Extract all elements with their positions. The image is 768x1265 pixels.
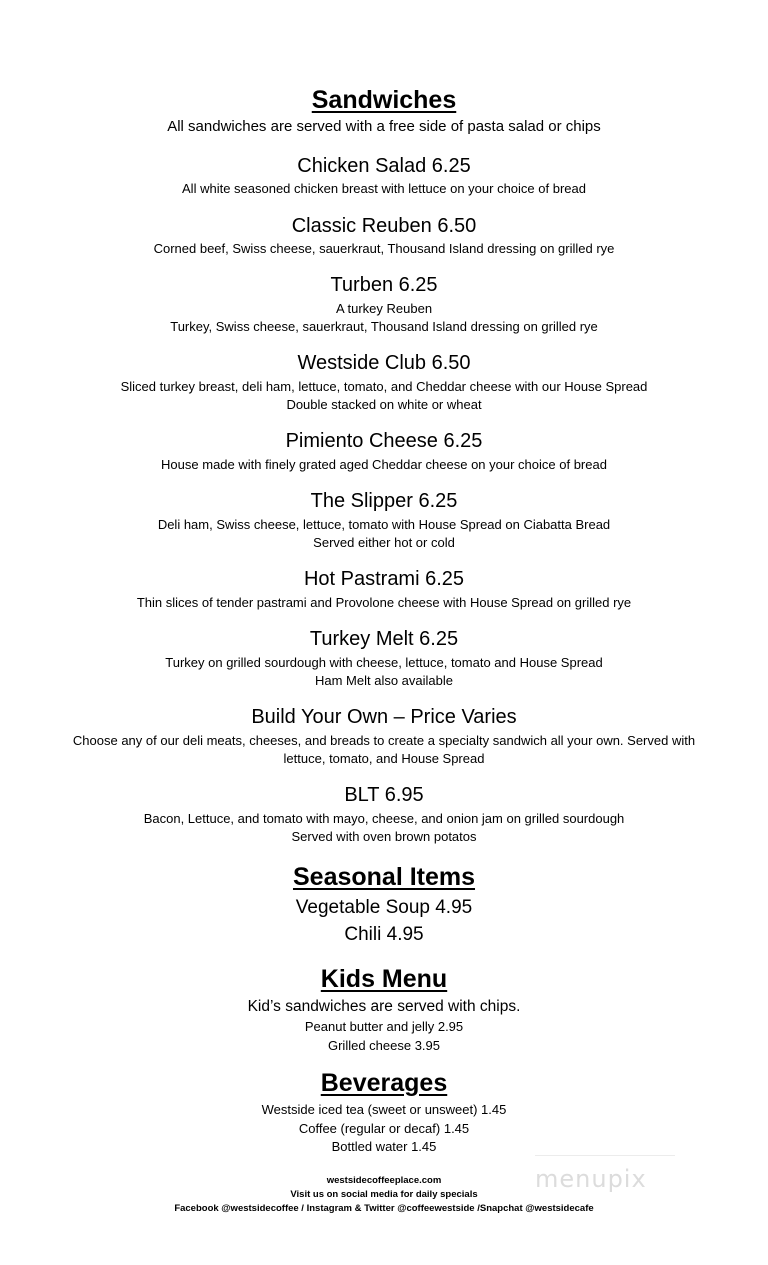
menu-item-description: All white seasoned chicken breast with lettuce on your choice of bread	[182, 181, 586, 196]
watermark-logo: menupix	[535, 1165, 647, 1193]
beverage-item: Westside iced tea (sweet or unsweet) 1.45	[261, 1102, 507, 1117]
menu-item-description: Ham Melt also available	[314, 673, 453, 688]
menu-item-name: BLT 6.95	[344, 784, 424, 806]
menu-item-name: Classic Reuben 6.50	[291, 215, 477, 237]
beverage-item: Coffee (regular or decaf) 1.45	[298, 1121, 470, 1136]
menu-item-description: A turkey Reuben	[335, 301, 433, 316]
kids-heading: Kids Menu	[320, 965, 448, 993]
sandwiches-subtitle: All sandwiches are served with a free side of pasta salad or chips	[167, 118, 601, 135]
menu-item-name: The Slipper 6.25	[310, 490, 458, 512]
menu-item-description: Sliced turkey breast, deli ham, lettuce, tomato, and Cheddar cheese with our House Spread	[120, 379, 648, 394]
menu-item-description: Corned beef, Swiss cheese, sauerkraut, Thousand Island dressing on grilled rye	[153, 241, 615, 256]
menu-item-name: Build Your Own – Price Varies	[251, 706, 517, 728]
sandwiches-heading: Sandwiches	[311, 86, 457, 114]
menu-item-name: Turkey Melt 6.25	[309, 628, 459, 650]
footer-social-handles: Facebook @westsidecoffee / Instagram & Twitter @coffeewestside /Snapchat @westsidecafe	[174, 1203, 594, 1214]
footer-social-note: Visit us on social media for daily specials	[290, 1189, 478, 1200]
kids-item: Peanut butter and jelly 2.95	[304, 1019, 464, 1034]
menu-item-description: Turkey, Swiss cheese, sauerkraut, Thousand Island dressing on grilled rye	[170, 319, 598, 334]
menu-item-description: Choose any of our deli meats, cheeses, and breads to create a specialty sandwich all your own. Served with	[72, 733, 696, 748]
menu-item-name: Pimiento Cheese 6.25	[285, 430, 483, 452]
seasonal-heading: Seasonal Items	[292, 863, 476, 891]
menu-item-description: lettuce, tomato, and House Spread	[283, 751, 485, 766]
kids-note: Kid’s sandwiches are served with chips.	[247, 998, 521, 1015]
beverage-item: Bottled water 1.45	[331, 1139, 437, 1154]
menu-item-name: Turben 6.25	[330, 274, 438, 296]
menu-item-description: Served either hot or cold	[313, 535, 455, 550]
seasonal-item: Chili 4.95	[344, 924, 424, 945]
menu-item-description: House made with finely grated aged Cheddar cheese on your choice of bread	[161, 457, 607, 472]
menu-item-name: Hot Pastrami 6.25	[303, 568, 465, 590]
footer-website: westsidecoffeeplace.com	[326, 1175, 442, 1186]
menu-item-description: Served with oven brown potatos	[291, 829, 477, 844]
menu-item-description: Turkey on grilled sourdough with cheese, lettuce, tomato and House Spread	[165, 655, 603, 670]
menu-item-name: Westside Club 6.50	[297, 352, 471, 374]
menu-item-description: Deli ham, Swiss cheese, lettuce, tomato with House Spread on Ciabatta Bread	[157, 517, 611, 532]
watermark-line	[535, 1155, 675, 1156]
menu-item-description: Double stacked on white or wheat	[286, 397, 482, 412]
kids-item: Grilled cheese 3.95	[327, 1038, 440, 1053]
menu-item-description: Thin slices of tender pastrami and Provolone cheese with House Spread on grilled rye	[136, 595, 632, 610]
menu-item-description: Bacon, Lettuce, and tomato with mayo, cheese, and onion jam on grilled sourdough	[143, 811, 625, 826]
seasonal-item: Vegetable Soup 4.95	[295, 897, 473, 918]
beverages-heading: Beverages	[320, 1069, 448, 1097]
menu-item-name: Chicken Salad 6.25	[297, 155, 471, 177]
